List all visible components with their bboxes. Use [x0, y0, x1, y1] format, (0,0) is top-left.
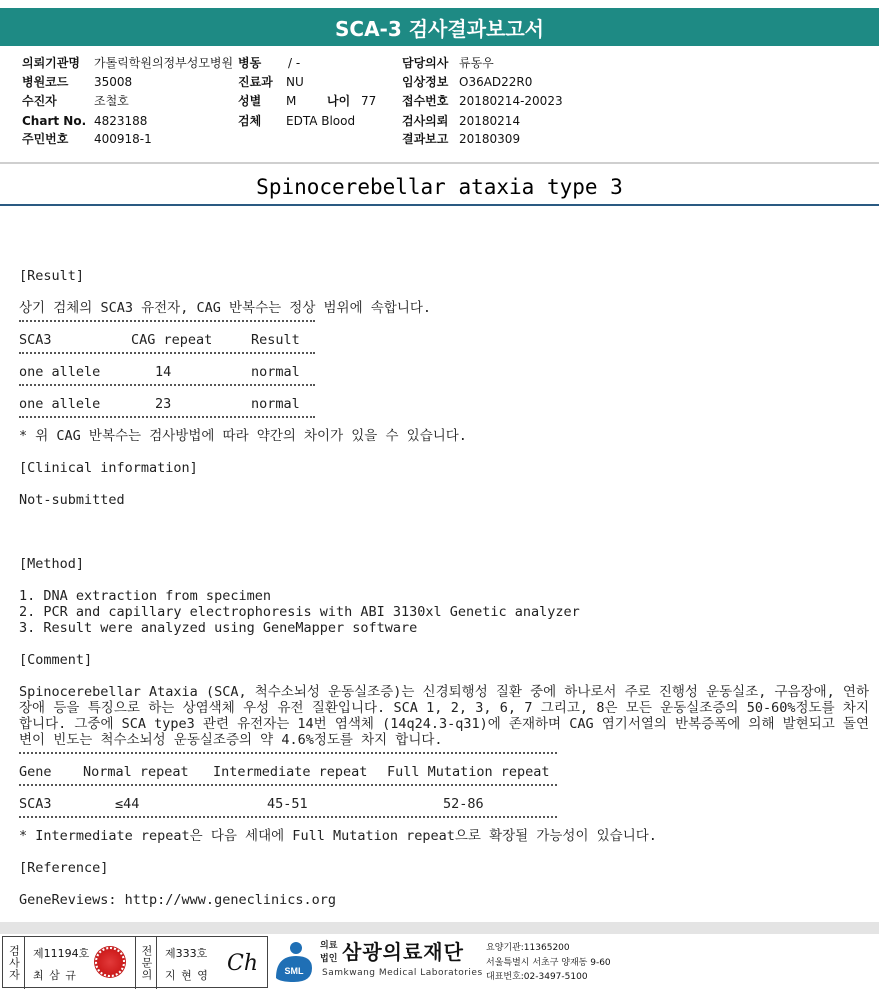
result-header: [Result]	[19, 268, 85, 284]
comment-row-normal: ≤44	[115, 796, 140, 812]
divider	[19, 384, 315, 386]
reference-link[interactable]: GeneReviews: http://www.geneclinics.org	[19, 892, 336, 908]
doctor-label: 담당의사	[402, 56, 449, 70]
org-name: 삼광의료재단	[342, 940, 464, 964]
patient-label: 수진자	[22, 94, 57, 108]
institution-value: 가톨릭학원의정부성모병원	[94, 56, 234, 70]
specimen-label: 검체	[238, 114, 262, 128]
specialist-label: 전문의	[135, 937, 157, 989]
table-row-2-result: normal	[251, 396, 300, 412]
org-phone: 대표번호:02-3497-5100	[486, 972, 588, 982]
request-value: 20180214	[459, 114, 521, 128]
specialist-license: 제333호	[165, 947, 208, 960]
chart-label: Chart No.	[22, 114, 87, 128]
ward-value: / -	[288, 56, 301, 70]
method-step-2: 2. PCR and capillary electrophoresis with ABI 3130xl Genetic analyzer	[19, 604, 580, 620]
table-row-1-allele: one allele	[19, 364, 101, 380]
footer-band	[0, 922, 879, 934]
result-col-cag: CAG repeat	[131, 332, 213, 348]
result-date-label: 결과보고	[402, 132, 449, 146]
specialist-name: 지 현 영	[165, 969, 209, 982]
clinical-info-label: 임상정보	[402, 75, 449, 89]
table-row-1-cag: 14	[155, 364, 172, 380]
divider	[19, 752, 557, 754]
org-prefix-1: 의료	[320, 941, 338, 951]
clinical-header: [Clinical information]	[19, 460, 198, 476]
org-english-name: Samkwang Medical Laboratories	[322, 968, 483, 978]
comment-row-gene: SCA3	[19, 796, 52, 812]
method-step-3: 3. Result were analyzed using GeneMapper software	[19, 620, 418, 636]
clinical-info-value: O36AD22R0	[459, 75, 533, 89]
hospital-code-value: 35008	[94, 75, 133, 89]
sex-label: 성별	[238, 94, 262, 108]
tester-license: 제11194호	[33, 947, 90, 960]
comment-paragraph: Spinocerebellar Ataxia (SCA, 척수소뇌성 운동실조증)는 신경퇴행성 질환 중에 하나로서 주로 진행성 운동실조, 구음장애, 연하장애 등을 특징으로 하는 상염색체 우성 유전 질환입니다. SCA 1, 2, 3, 6, 7 그리고, 8은 모든 운동실조증의 50-60%정도를 차지합니다. 그중에 SCA type3 관련 유전자는 14번 염색체 (14q24.3-q31)에 존재하며 CAG 염기서열의 반복증폭에 의해 발현되고 돌연변이 빈도는 척수소뇌성 운동실조증의 약 4.6%정도를 차지 합니다.	[19, 684, 869, 748]
department-label: 진료과	[238, 75, 273, 89]
tester-seal-icon	[95, 947, 125, 977]
ward-label: 병동	[238, 56, 262, 70]
result-date-value: 20180309	[459, 132, 521, 146]
comment-col-normal: Normal repeat	[83, 764, 189, 780]
comment-row-full: 52-86	[443, 796, 484, 812]
receipt-label: 접수번호	[402, 94, 449, 108]
signature-box	[2, 936, 268, 988]
clinical-text: Not-submitted	[19, 492, 125, 508]
id-label: 주민번호	[22, 132, 69, 146]
result-note: * 위 CAG 반복수는 검사방법에 따라 약간의 차이가 있을 수 있습니다.	[19, 428, 467, 444]
org-prefix-2: 법인	[320, 954, 338, 964]
divider	[19, 784, 557, 786]
signature: Ch	[227, 951, 259, 976]
method-header: [Method]	[19, 556, 85, 572]
sml-logo-icon	[272, 938, 314, 984]
receipt-value: 20180214-20023	[459, 94, 563, 108]
result-col-result: Result	[251, 332, 300, 348]
comment-note: * Intermediate repeat은 다음 세대에 Full Mutation repeat으로 확장될 가능성이 있습니다.	[19, 828, 657, 844]
table-row-1-result: normal	[251, 364, 300, 380]
org-code: 요양기관:11365200	[486, 943, 570, 953]
comment-col-full: Full Mutation repeat	[387, 764, 550, 780]
method-step-1: 1. DNA extraction from specimen	[19, 588, 271, 604]
divider	[19, 352, 315, 354]
id-value: 400918-1	[94, 132, 152, 146]
divider	[19, 816, 557, 818]
sex-value: M	[286, 94, 297, 108]
report-footer	[0, 934, 879, 1000]
comment-header: [Comment]	[19, 652, 93, 668]
age-value: 77	[361, 94, 377, 108]
subject-title: Spinocerebellar ataxia type 3	[0, 170, 879, 206]
comment-col-intermediate: Intermediate repeat	[213, 764, 368, 780]
logo-text: SML	[284, 966, 304, 976]
department-value: NU	[286, 75, 304, 89]
patient-info-panel	[0, 46, 879, 164]
org-address: 서울특별시 서초구 양재동 9-60	[486, 958, 611, 968]
institution-label: 의뢰기관명	[22, 56, 80, 70]
divider	[19, 320, 315, 322]
result-col-gene: SCA3	[19, 332, 52, 348]
age-label: 나이	[327, 94, 351, 108]
specimen-value: EDTA Blood	[286, 114, 356, 128]
report-title: SCA-3 검사결과보고서	[0, 8, 879, 46]
table-row-2-cag: 23	[155, 396, 172, 412]
request-label: 검사의뢰	[402, 114, 449, 128]
comment-col-gene: Gene	[19, 764, 52, 780]
result-summary: 상기 검체의 SCA3 유전자, CAG 반복수는 정상 범위에 속합니다.	[19, 300, 432, 316]
tester-name: 최 삼 규	[33, 969, 77, 982]
comment-row-intermediate: 45-51	[267, 796, 308, 812]
tester-label: 검사자	[3, 937, 25, 989]
table-row-2-allele: one allele	[19, 396, 101, 412]
hospital-code-label: 병원코드	[22, 75, 69, 89]
doctor-value: 류동우	[459, 56, 494, 70]
divider	[19, 416, 315, 418]
chart-value: 4823188	[94, 114, 148, 128]
patient-value: 조철호	[94, 94, 129, 108]
reference-header: [Reference]	[19, 860, 109, 876]
